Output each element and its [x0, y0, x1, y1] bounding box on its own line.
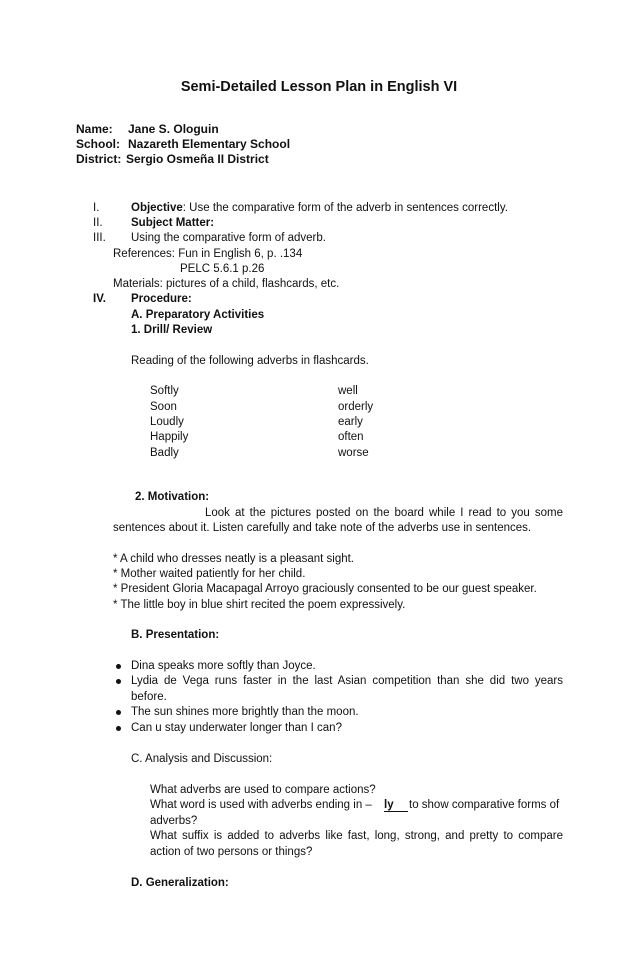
preparatory-activities-heading: A. Preparatory Activities	[131, 309, 265, 321]
sentence-3: * President Gloria Macapagal Arroyo graciously consented to be our guest speaker.	[113, 583, 537, 595]
pelc-reference: PELC 5.6.1 p.26	[180, 263, 265, 275]
question-3-line-2: action of two persons or things?	[150, 846, 313, 858]
district-label: District:	[76, 152, 122, 166]
section-ii-number: II.	[93, 217, 103, 229]
adverb-right-3: early	[338, 416, 363, 428]
adverb-right-5: worse	[338, 447, 369, 459]
bullet-icon	[116, 710, 121, 715]
district-value: Sergio Osmeña II District	[126, 152, 269, 166]
subject-matter-label: Subject Matter:	[131, 217, 215, 229]
objective-text: : Use the comparative form of the adverb in sentences correctly.	[182, 202, 508, 214]
motivation-line-2: sentences about it. Listen carefully and take note of the adverbs use in sentences.	[113, 522, 532, 534]
bullet-icon	[116, 664, 121, 669]
presentation-item-2-cont: before.	[131, 691, 167, 703]
generalization-heading: D. Generalization:	[131, 877, 229, 889]
adverb-right-1: well	[338, 385, 358, 397]
school-value: Nazareth Elementary School	[128, 137, 291, 151]
question-1: What adverbs are used to compare actions?	[150, 784, 376, 796]
drill-review-heading: 1. Drill/ Review	[131, 324, 213, 336]
name-label: Name:	[76, 122, 113, 136]
section-iii-number: III.	[93, 232, 106, 244]
adverb-right-2: orderly	[338, 401, 374, 413]
objective-label: Objective	[131, 202, 183, 214]
subject-topic: Using the comparative form of adverb.	[131, 232, 326, 244]
adverb-left-3: Loudly	[150, 416, 184, 428]
sentence-2: * Mother waited patiently for her child.	[113, 568, 306, 580]
presentation-item-4: Can u stay underwater longer than I can?	[131, 722, 342, 734]
presentation-item-3: The sun shines more brightly than the moon.	[131, 706, 359, 718]
bullet-icon	[116, 679, 121, 684]
sentence-1: * A child who dresses neatly is a pleasant sight.	[113, 553, 355, 565]
page-title: Semi-Detailed Lesson Plan in English VI	[180, 79, 458, 95]
question-2-pre: What word is used with adverbs ending in –	[150, 799, 372, 811]
motivation-line-1: Look at the pictures posted on the board while I read to you some	[205, 507, 563, 519]
section-iv-number: IV.	[93, 293, 107, 305]
question-2-cont: adverbs?	[150, 815, 198, 827]
analysis-heading: C. Analysis and Discussion:	[131, 753, 273, 765]
adverb-left-4: Happily	[150, 431, 189, 443]
question-2-underlined: ly	[384, 798, 408, 812]
bullet-icon	[116, 726, 121, 731]
procedure-label: Procedure:	[131, 293, 192, 305]
name-value: Jane S. Ologuin	[128, 122, 219, 136]
adverb-right-4: often	[338, 431, 364, 443]
sentence-4: * The little boy in blue shirt recited the poem expressively.	[113, 599, 406, 611]
school-label: School:	[76, 137, 120, 151]
adverb-left-2: Soon	[150, 401, 177, 413]
presentation-item-2: Lydia de Vega runs faster in the last Asian competition than she did two years	[131, 675, 563, 687]
references: References: Fun in English 6, p. .134	[113, 248, 303, 260]
motivation-heading: 2. Motivation:	[135, 491, 210, 503]
adverb-left-5: Badly	[150, 447, 179, 459]
presentation-heading: B. Presentation:	[131, 629, 220, 641]
adverb-left-1: Softly	[150, 385, 179, 397]
question-3-line-1: What suffix is added to adverbs like fast, long, strong, and pretty to compare	[150, 830, 563, 842]
presentation-item-1: Dina speaks more softly than Joyce.	[131, 660, 316, 672]
section-i-number: I.	[93, 202, 100, 214]
objective-line	[131, 201, 508, 215]
drill-instruction: Reading of the following adverbs in flashcards.	[131, 355, 369, 367]
materials: Materials: pictures of a child, flashcards, etc.	[113, 278, 340, 290]
question-2-post: to show comparative forms of	[409, 799, 560, 811]
